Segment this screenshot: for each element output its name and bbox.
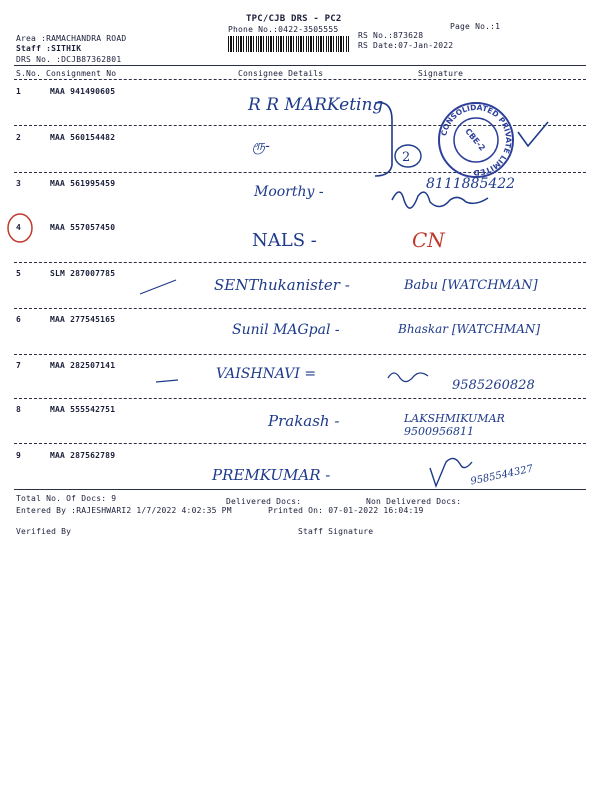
handwriting-consignee: Prakash - <box>268 412 340 430</box>
page-number: Page No.:1 <box>450 22 501 31</box>
handwriting-consignee: ரூ- <box>252 138 270 154</box>
dash-stroke <box>156 380 178 382</box>
consignment-number: MAA 287562789 <box>50 451 116 460</box>
check-stroke <box>518 122 548 146</box>
stamp-inner-text: CBE-2 <box>463 126 487 153</box>
total-docs: Total No. Of Docs: 9 <box>16 494 117 503</box>
handwriting-signature: LAKSHMIKUMAR 9500956811 <box>404 412 505 438</box>
row-number: 8 <box>16 405 22 414</box>
row-number: 6 <box>16 315 22 324</box>
consignment-number: MAA 282507141 <box>50 361 116 370</box>
verified-by: Verified By <box>16 527 72 536</box>
handwriting-consignee: PREMKUMAR - <box>212 466 331 484</box>
area-label: Area :RAMACHANDRA ROAD <box>16 34 127 43</box>
row-number: 3 <box>16 179 22 188</box>
handwriting-signature: 8111885422 <box>426 176 516 192</box>
non-delivered-docs: Non Delivered Docs: <box>366 497 462 506</box>
handwriting-signature: 9585544327 <box>469 463 535 488</box>
col-sno: S.No. <box>16 69 42 78</box>
signature-scribble <box>392 192 488 208</box>
delivered-docs: Delivered Docs: <box>226 497 302 506</box>
circled-digit: 2 <box>402 150 411 165</box>
row-number: 4 <box>16 223 22 232</box>
company-stamp <box>436 100 516 180</box>
col-consignment: Consignment No <box>46 69 117 78</box>
row-number: 1 <box>16 87 22 96</box>
signature-scribble <box>430 458 472 486</box>
drs-number: DRS No. :DCJB87362801 <box>16 55 122 64</box>
signature-scribble <box>388 373 428 382</box>
staff-signature: Staff Signature <box>298 527 374 536</box>
handwriting-consignee: Moorthy - <box>254 184 324 200</box>
handwriting-signature-red: CN <box>412 228 445 252</box>
row-number: 2 <box>16 133 22 142</box>
col-signature: Signature <box>418 69 464 78</box>
consignment-number: MAA 561995459 <box>50 179 116 188</box>
row-number: 9 <box>16 451 22 460</box>
handwriting-signature: Bhaskar [WATCHMAN] <box>398 322 541 336</box>
consignment-number: SLM 287007785 <box>50 269 116 278</box>
handwriting-consignee: Sunil MAGpal - <box>232 322 340 338</box>
consignment-number: MAA 557057450 <box>50 223 116 232</box>
handwriting-consignee: VAISHNAVI = <box>216 366 317 382</box>
stamp-outer-text: CONSOLIDATED PRIVATE LIMITED <box>439 102 514 178</box>
col-consignee: Consignee Details <box>238 69 324 78</box>
consignment-number: MAA 277545165 <box>50 315 116 324</box>
report-title: TPC/CJB DRS - PC2 <box>246 14 342 24</box>
row-number: 7 <box>16 361 22 370</box>
row-number: 5 <box>16 269 22 278</box>
rs-date: RS Date:07-Jan-2022 <box>358 41 454 50</box>
entered-by: Entered By :RAJESHWARI2 1/7/2022 4:02:35 PM <box>16 506 232 515</box>
red-circle-stroke <box>8 214 32 242</box>
printed-on: Printed On: 07-01-2022 16:04:19 <box>268 506 424 515</box>
rs-number: RS No.:873628 <box>358 31 424 40</box>
handwriting-signature: Babu [WATCHMAN] <box>404 278 538 293</box>
consignment-number: MAA 560154482 <box>50 133 116 142</box>
dash-stroke <box>140 280 176 294</box>
phone-number: Phone No.:0422-3505555 <box>228 25 339 34</box>
bracket-stroke <box>375 103 392 176</box>
consignment-number: MAA 941490605 <box>50 87 116 96</box>
handwriting-consignee: R R MARKeting <box>248 95 384 115</box>
handwriting-consignee: NALS - <box>252 230 317 251</box>
staff-label: Staff :SITHIK <box>16 44 82 53</box>
handwriting-signature: 9585260828 <box>452 378 535 393</box>
handwriting-consignee: SENThukanister - <box>214 276 350 294</box>
consignment-number: MAA 555542751 <box>50 405 116 414</box>
